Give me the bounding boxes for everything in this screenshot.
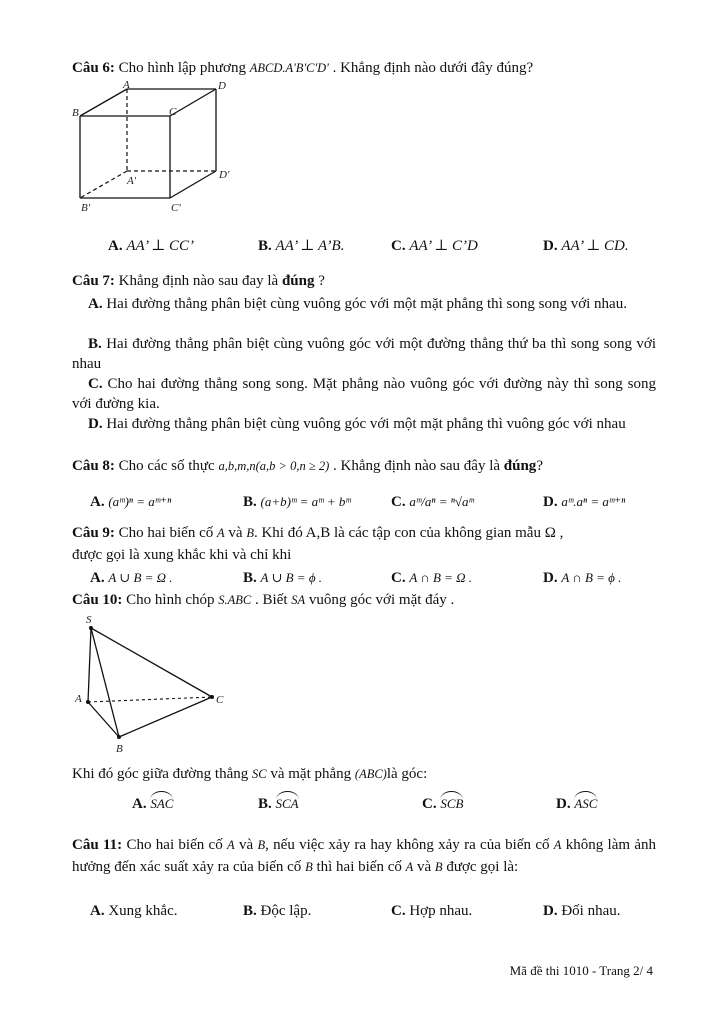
angle-sac: SAC [150,796,174,811]
q11-stem: Câu 11: Cho hai biến cố A và B, nếu việc xảy ra hay không xảy ra của biến cố A không làm ảnh hưởng đến xác suất xảy ra của biến cố B thì hai biến cố A và B được gọi là: [72,837,657,875]
angle-sca: SCA [275,796,299,811]
q10-follow-up: Khi đó góc giữa đường thẳng SC và mặt phẳng (ABC)là góc: [72,766,428,782]
q10-label: Câu 10: [72,592,123,608]
q7-option-b[interactable]: B. Hai đường thẳng phân biệt cùng vuông góc với một đường thẳng thứ ba thì song song với nhau [72,336,656,372]
cube-label: C [169,106,177,118]
cube-edge [80,89,127,116]
q9-label: Câu 9: [72,525,115,541]
cube-edge [170,171,216,198]
q11-option-d[interactable]: D. Đối nhau. [543,903,621,919]
cube-label: A' [127,175,137,187]
q6-option-c[interactable]: C. AA’ ⊥ C’D [391,238,478,254]
pyramid-hidden-edge [88,697,212,702]
pyramid-edge [91,628,212,697]
q9-option-c[interactable]: C. A ∩ B = Ω . [391,570,473,586]
angle-scb: SCB [440,796,464,811]
q9-stem-line2: được gọi là xung khắc khi và chỉ khi [72,547,292,563]
cube-label: C' [171,202,181,214]
q6-text-before: Cho hình lập phương [118,60,246,76]
q6-option-a[interactable]: A. AA’ ⊥ CC’ [108,238,195,254]
q7-label: Câu 7: [72,273,115,289]
q9-option-a[interactable]: A. A ∪ B = Ω . [90,570,173,586]
pyramid-label: B [116,743,123,755]
q6-option-d[interactable]: D. AA’ ⊥ CD. [543,238,629,254]
q10-option-d[interactable]: D. ASC [556,796,598,812]
q7-option-a[interactable]: A. Hai đường thẳng phân biệt cùng vuông góc với một mặt phẳng thì song song với nhau. [88,296,627,312]
q10-option-c[interactable]: C. SCB [422,796,464,812]
q10-option-a[interactable]: A. SAC [132,796,174,812]
q9-option-d[interactable]: D. A ∩ B = ϕ . [543,570,622,586]
pyramid-figure [70,610,250,760]
cube-edge [170,89,216,116]
angle-asc: ASC [574,796,598,811]
q11-label: Câu 11: [72,837,123,853]
q9-stem-line1: Câu 9: Cho hai biến cố A và B. Khi đó A,B là các tập con của không gian mẫu Ω , [72,525,564,541]
cube-label: A [123,79,130,91]
q7-option-d[interactable]: D. Hai đường thẳng phân biệt cùng vuông góc với một mặt phẳng thì vuông góc với nhau [88,416,626,432]
q8-label: Câu 8: [72,458,115,474]
pyramid-label: S [86,614,92,626]
q10-option-b[interactable]: B. SCA [258,796,299,812]
q10-stem: Câu 10: Cho hình chóp S.ABC . Biết SA vuông góc với mặt đáy . [72,592,455,608]
q7-option-c[interactable]: C. Cho hai đường thẳng song song. Mặt phẳng nào vuông góc với đường này thì song song với đường kia. [72,376,657,412]
q11-option-b[interactable]: B. Độc lập. [243,903,312,919]
cube-label: D [218,80,226,92]
pyramid-edge [88,628,91,702]
pyramid-edge [119,697,212,737]
page-footer: Mã đề thi 1010 - Trang 2/ 4 [509,963,653,978]
q8-stem: Câu 8: Cho các số thực a,b,m,n(a,b > 0,n ≥ 2) . Khẳng định nào sau đây là đúng? [72,458,543,474]
q7-stem: Câu 7: Khẳng định nào sau đay là đúng ? [72,273,325,289]
q11-option-c[interactable]: C. Hợp nhau. [391,903,473,919]
q11-option-a[interactable]: A. Xung khắc. [90,903,178,919]
pyramid-point [117,735,121,739]
pyramid-point [86,700,90,704]
pyramid-point [210,695,214,699]
q6-text-after: . Khẳng định nào dưới đây đúng? [332,60,534,76]
cube-label: D' [219,169,230,181]
pyramid-label: A [75,693,82,705]
cube-figure [70,78,250,218]
cube-hidden-edge [80,171,127,198]
q8-option-d[interactable]: D. aᵐ.aⁿ = aᵐ⁺ⁿ [543,494,626,510]
cube-label: B' [81,202,91,214]
q8-option-c[interactable]: C. aᵐ/aⁿ = ⁿ√aᵐ [391,494,474,510]
q6-stem [72,60,533,77]
q9-option-b[interactable]: B. A ∪ B = ϕ . [243,570,323,586]
cube-label: B [72,107,79,119]
q6-label: Câu 6: [72,60,115,76]
q6-option-b[interactable]: B. AA’ ⊥ A’B. [258,238,345,254]
q8-option-a[interactable]: A. (aᵐ)ⁿ = aᵐ⁺ⁿ [90,494,172,510]
pyramid-point [89,626,93,630]
pyramid-label: C [216,694,224,706]
q8-option-b[interactable]: B. (a+b)ᵐ = aᵐ + bᵐ [243,494,351,510]
q6-math: ABCD.A'B'C'D' [249,61,329,75]
